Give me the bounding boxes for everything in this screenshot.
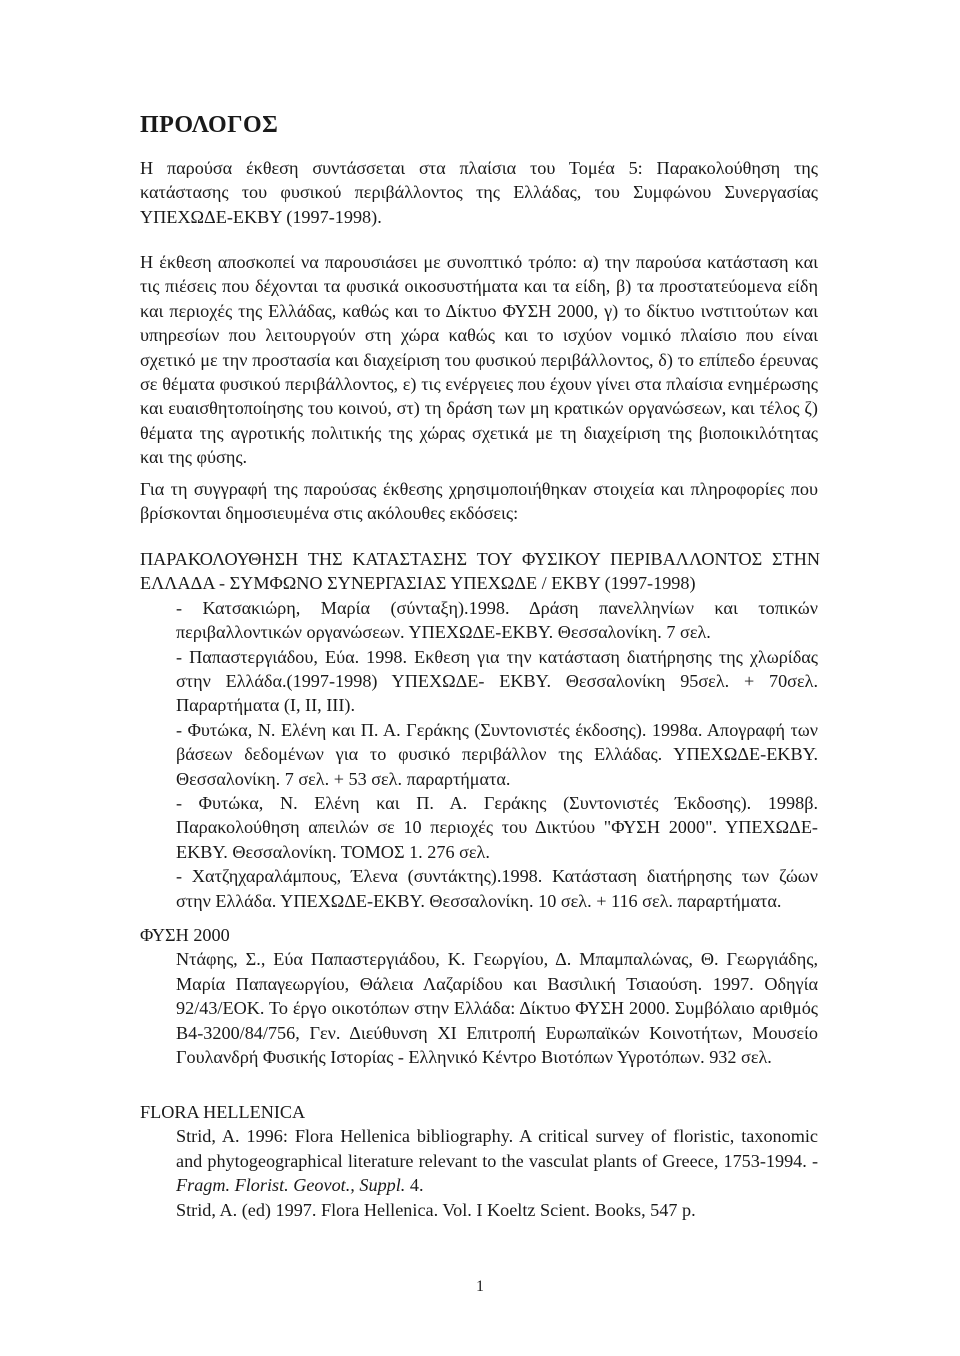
reference-text: Strid, A. 1996: Flora Hellenica bibliography. A critical survey of floristic, taxonomic and phytogeographical literature relevant to the vasculat plants of Greece, 1753-1994.	[176, 1126, 818, 1171]
reference-item: Ντάφης, Σ., Εύα Παπαστεργιάδου, Κ. Γεωργίου, Δ. Μπαμπαλώνας, Θ. Γεωργιάδης, Μαρία Παπαγεωργίου, Θάλεια Λαζαρίδου και Βασιλική Τσιαούση. 1997. Οδηγία 92/43/ΕΟΚ. Το έργο οικοτόπων στην Ελλάδα: Δίκτυο ΦΥΣΗ 2000. Συμβόλαιο αριθμός B4-3200/84/756, Γεν. Διεύθυνση XI Επιτροπή Ευρωπαϊκών Κοινοτήτων, Μουσείο Γουλανδρή Φυσικής Ιστορίας - Ελληνικό Κέντρο Βιοτόπων Υγροτόπων. 932 σελ.	[176, 949, 818, 1068]
intro-paragraph-3: Για τη συγγραφή της παρούσας έκθεσης χρησιμοποιήθηκαν στοιχεία και πληροφορίες που βρίσκονται δημοσιευμένα στις ακόλουθες εκδόσεις:	[140, 479, 818, 524]
section-heading: FLORA HELLENICA	[140, 1102, 306, 1122]
reference-item: - Φυτώκα, Ν. Ελένη και Π. Α. Γεράκης (Συντονιστές έκδοσης). 1998α. Απογραφή των βάσεων δεδομένων για το φυσικό περιβάλλον της Ελλάδας. ΥΠΕΧΩΔΕ-ΕΚΒΥ. Θεσσαλονίκη. 7 σελ. + 53 σελ. παραρτήματα.	[176, 719, 818, 789]
reference-list	[140, 1124, 820, 1222]
section-fysi-2000	[140, 923, 820, 1069]
intro-paragraph-2: Η έκθεση αποσκοπεί να παρουσιάσει με συνοπτικό τρόπο: α) την παρούσα κατάσταση και τις πιέσεις που δέχονται τα φυσικά οικοσυστήματα και τα είδη, β) τα προστατεύομενα είδη και περιοχές της Ελλάδας, καθώς και το Δίκτυο ΦΥΣΗ 2000, γ) το δίκτυο ινστιτούτων και υπηρεσίων που λειτουργούν στη χώρα καθώς και το ισχύον νομικό πλαίσιο που είναι σχετικό με την προστασία και διαχείριση του φυσικού περιβάλλοντος, δ) το επίπεδο έρευνας σε θέματα φυσικού περιβάλλοντος, ε) τις ενέργειες που έχουν γίνει στα πλαίσια ενημέρωσης και ευαισθητοποίησης του κοινού, στ) τη δράση των μη κρατικών οργανώσεων, και τέλος ζ) θέματα της αγροτικής πολιτικής της χώρας σχετικά με τη διαχείριση της βιοποικιλότητας και της φύσης.	[140, 252, 818, 468]
reference-volume: 4.	[405, 1175, 424, 1196]
section-monitoring	[140, 547, 820, 913]
reference-list	[140, 596, 820, 913]
reference-item: - Παπαστεργιάδου, Εύα. 1998. Εκθεση για την κατάσταση διατήρησης της χλωρίδας στην Ελλάδα.(1997-1998) ΥΠΕΧΩΔΕ- ΕΚΒΥ. Θεσσαλονίκη 95σελ. + 70σελ. Παραρτήματα (I, II, III).	[176, 646, 818, 716]
reference-item: - Κατσακιώρη, Μαρία (σύνταξη).1998. Δράση πανελληνίων και τοπικών περιβαλλοντικών οργανώσεων. ΥΠΕΧΩΔΕ-ΕΚΒΥ. Θεσσαλονίκη. 7 σελ.	[176, 597, 818, 643]
section-heading: ΠΑΡΑΚΟΛΟΥΘΗΣΗ ΤΗΣ ΚΑΤΑΣΤΑΣΗΣ ΤΟΥ ΦΥΣΙΚΟΥ ΠΕΡΙΒΑΛΛΟΝΤΟΣ ΣΤΗΝ ΕΛΛΑΔΑ - ΣΥΜΦΩΝΟ ΣΥΝΕΡΓΑΣΙΑΣ ΥΠΕΧΩΔΕ / ΕΚΒΥ (1997-1998)	[140, 549, 820, 594]
reference-item: - Φυτώκα, Ν. Ελένη και Π. Α. Γεράκης (Συντονιστές Έκδοσης). 1998β. Παρακολούθηση απειλών σε 10 περιοχές του Δικτύου "ΦΥΣΗ 2000". ΥΠΕΧΩΔΕ-ΕΚΒΥ. Θεσσαλονίκη. ΤΟΜΟΣ 1. 276 σελ.	[176, 793, 818, 862]
section-flora-hellenica	[140, 1100, 820, 1222]
reference-list	[140, 947, 820, 1069]
section-heading: ΦΥΣΗ 2000	[140, 925, 230, 945]
journal-title: -Fragm. Florist. Geovot., Suppl.	[176, 1150, 818, 1196]
intro-paragraph-1: Η παρούσα έκθεση συντάσσεται στα πλαίσια του Τομέα 5: Παρακολούθηση της κατάστασης του φυσικού περιβάλλοντος της Ελλάδας, του Συμφώνου Συνεργασίας ΥΠΕΧΩΔΕ-ΕΚΒΥ (1997-1998).	[140, 158, 818, 227]
page-title: ΠΡΟΛΟΓΟΣ	[140, 112, 279, 138]
reference-item	[176, 1124, 818, 1197]
reference-item: - Χατζηχαραλάμπους, Έλενα (συντάκτης).1998. Κατάσταση διατήρησης των ζώων στην Ελλάδα. ΥΠΕΧΩΔΕ-ΕΚΒΥ. Θεσσαλονίκη. 10 σελ. + 116 σελ. παραρτήματα.	[176, 866, 818, 911]
page-number: 1	[476, 1278, 484, 1295]
reference-item: Strid, A. (ed) 1997. Flora Hellenica. Vol. I Koeltz Scient. Books, 547 p.	[176, 1199, 696, 1220]
